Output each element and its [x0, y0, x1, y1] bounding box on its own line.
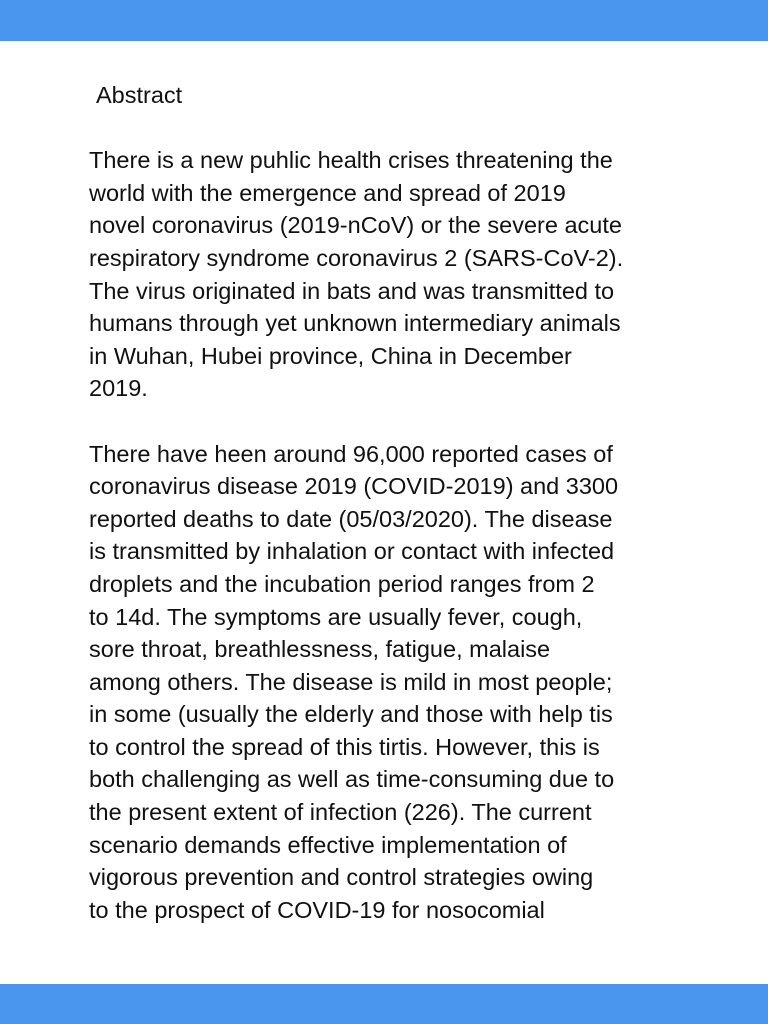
text-line: in some (usually the elderly and those with help tis — [89, 701, 613, 728]
text-line: among others. The disease is mild in most people; — [89, 668, 613, 695]
text-line: vigorous prevention and control strategies owing — [89, 864, 594, 891]
paragraph-2 — [89, 438, 689, 927]
text-line: to control the spread of this tirtis. However, this is — [89, 733, 600, 760]
text-line: in Wuhan, Hubei province, China in December — [89, 342, 572, 369]
text-line: the present extent of infection (226). The current — [89, 799, 592, 826]
text-line: The virus originated in bats and was transmitted to — [89, 277, 615, 304]
document-body — [89, 79, 689, 926]
text-line: to the prospect of COVID-19 for nosocomial — [89, 896, 545, 923]
text-line: humans through yet unknown intermediary animals — [89, 310, 621, 337]
text-line: droplets and the incubation period ranges from 2 — [89, 570, 595, 597]
top-bar — [0, 0, 768, 41]
text-line: sore throat, breathlessness, fatigue, malaise — [89, 636, 551, 663]
text-line: is transmitted by inhalation or contact with infected — [89, 538, 615, 565]
text-line: There have heen around 96,000 reported cases of — [89, 440, 613, 467]
text-line: reported deaths to date (05/03/2020). The disease — [89, 505, 613, 532]
heading-spacer — [89, 112, 689, 145]
text-line: scenario demands effective implementation of — [89, 831, 567, 858]
text-line: both challenging as well as time-consuming due to — [89, 766, 615, 793]
text-line: respiratory syndrome coronavirus 2 (SARS-CoV-2). — [89, 244, 624, 271]
paragraph-1 — [89, 144, 689, 405]
paragraph-spacer — [89, 405, 689, 438]
text-line: 2019. — [89, 375, 148, 402]
text-line: coronavirus disease 2019 (COVID-2019) and 3300 — [89, 473, 619, 500]
bottom-bar — [0, 984, 768, 1024]
text-line: There is a new puhlic health crises threatening the — [89, 147, 613, 174]
text-line: novel coronavirus (2019-nCoV) or the severe acute — [89, 212, 622, 239]
text-line: world with the emergence and spread of 2019 — [89, 179, 566, 206]
abstract-heading: Abstract — [96, 82, 183, 108]
text-line: to 14d. The symptoms are usually fever, cough, — [89, 603, 583, 630]
